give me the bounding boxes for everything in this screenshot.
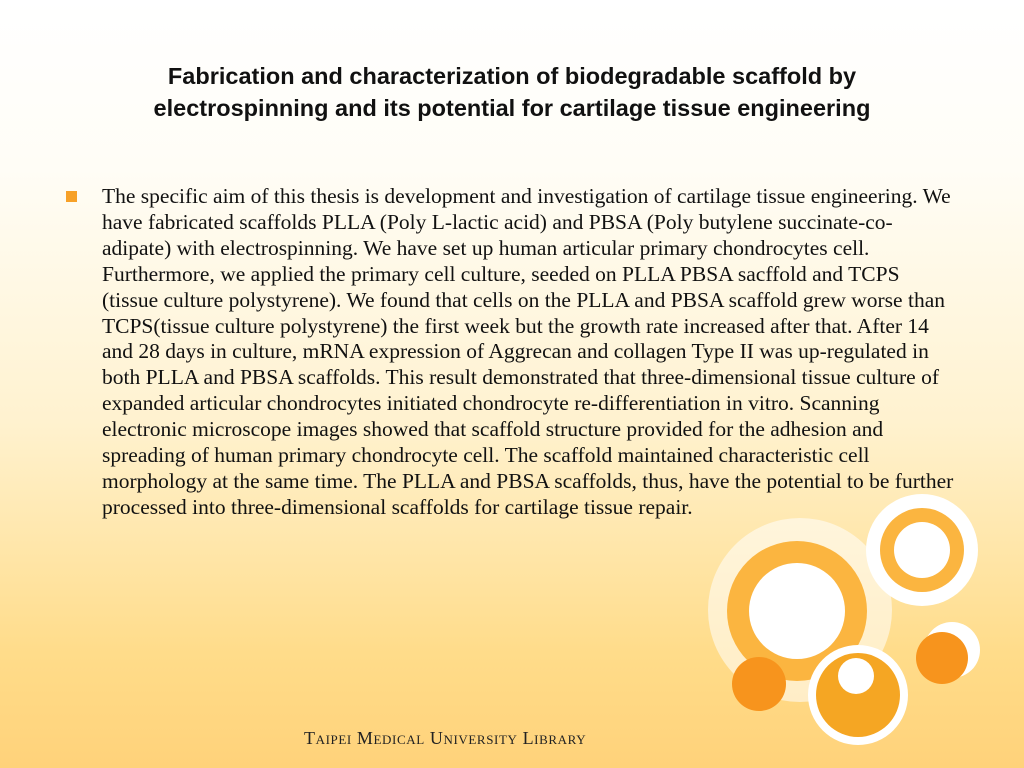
- deco-circle-right-orange: [916, 632, 968, 684]
- title-line-1: Fabrication and characterization of biodegradable scaffold by: [167, 63, 857, 89]
- deco-circle-top-right-core: [894, 522, 950, 578]
- deco-circle-small-orange: [732, 657, 786, 711]
- bullet-text: The specific aim of this thesis is development and investigation of cartilage tissue engineering. We have fabricated scaffolds PLLA (Poly L-lactic acid) and PBSA (Poly butylene succinate-co-adipate) with electrospinning. We have set up human articular primary chondrocytes cell. Furthermore, we applied the primary cell culture, seeded on PLLA PBSA sacffold and TCPS (tissue culture polystyrene). We found that cells on the PLLA and PBSA scaffold grew worse than TCPS(tissue culture polystyrene) the first week but the growth rate increased after that. After 14 and 28 days in culture, mRNA expression of Aggrecan and collagen Type II was up-regulated in both PLLA and PBSA scaffolds. This result demonstrated that three-dimensional tissue culture of expanded articular chondrocytes initiated chondrocyte re-differentiation in vitro. Scanning electronic microscope images showed that scaffold structure provided for the adhesion and spreading of human primary chondrocyte cell. The scaffold maintained characteristic cell morphology at the same time. The PLLA and PBSA scaffolds, thus, have the potential to be further processed into three-dimensional scaffolds for cartilage tissue repair.: [102, 184, 954, 519]
- bullet-item: [66, 184, 966, 521]
- title-line-2: electrospinning and its potential for cartilage tissue engineering: [153, 95, 871, 121]
- deco-circle-white-inner: [749, 563, 845, 659]
- footer-library-name: Taipei Medical University Library: [304, 728, 587, 748]
- slide-title: [40, 60, 984, 124]
- deco-circle-bottom-core: [838, 658, 874, 694]
- square-bullet-icon: [66, 191, 77, 202]
